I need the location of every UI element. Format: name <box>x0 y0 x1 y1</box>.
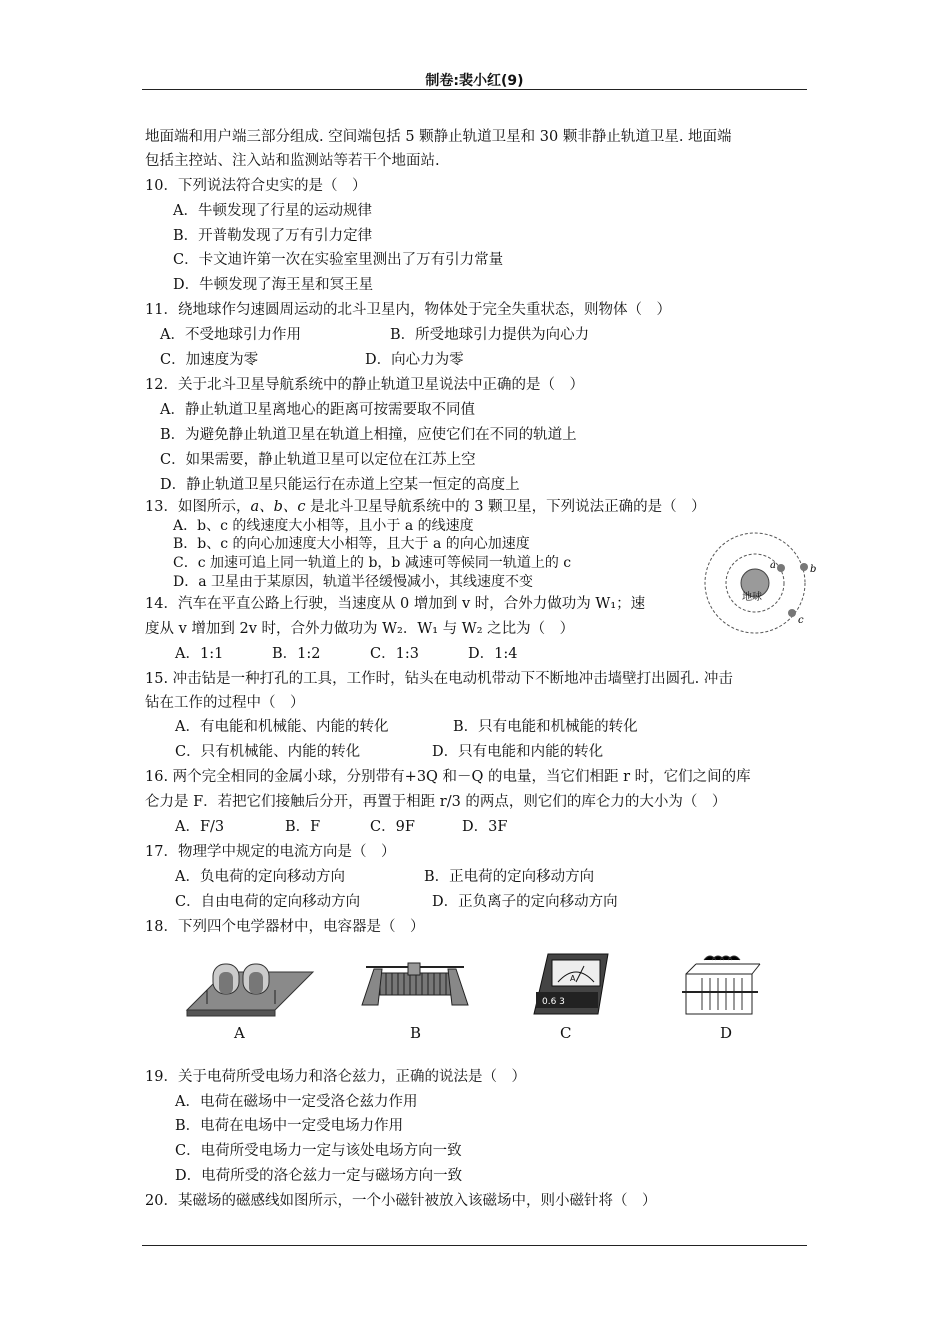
q14-line-1: 14．汽车在平直公路上行驶，当速度从 0 增加到 v 时，合外力做功为 W₁；速 <box>145 596 646 612</box>
q12-option-a: A．静止轨道卫星离地心的距离可按需要取不同值 <box>160 402 475 418</box>
satellite-c-icon <box>788 609 796 617</box>
q17-option-b: B．正电荷的定向移动方向 <box>424 869 595 885</box>
q17-stem: 17．物理学中规定的电流方向是（ ） <box>145 844 396 860</box>
q13-option-d: D．a 卫星由于某原因，轨道半径缓慢减小，其线速度不变 <box>173 574 534 590</box>
q17-option-c: C．自由电荷的定向移动方向 <box>175 894 361 910</box>
satellite-a-icon <box>777 564 785 572</box>
q13-stem-part2: 是北斗卫星导航系统中的 3 颗卫星，下列说法正确的是（ ） <box>305 499 706 515</box>
q16-option-d: D．3F <box>462 819 508 835</box>
satellite-a-label: a <box>770 560 776 571</box>
device-a-capacitor-image <box>185 950 315 1020</box>
q14-option-b: B．1:2 <box>272 646 321 662</box>
q15-option-b: B．只有电能和机械能的转化 <box>453 719 638 735</box>
device-b-rheostat-image <box>360 957 470 1015</box>
satellite-b-icon <box>800 563 808 571</box>
earth-label: 地球 <box>742 592 762 603</box>
q19-option-c: C．电荷所受电场力一定与该处电场方向一致 <box>175 1143 462 1159</box>
q18-stem: 18．下列四个电学器材中，电容器是（ ） <box>145 919 425 935</box>
q16-line-2: 仑力是 F．若把它们接触后分开，再置于相距 r/3 的两点，则它们的库仑力的大小为（ ） <box>145 794 727 810</box>
footer-rule <box>142 1245 807 1246</box>
device-d-variable-capacitor-image <box>680 952 762 1020</box>
q13-stem <box>145 498 706 516</box>
q13-option-b: B．b、c 的向心加速度大小相等，且大于 a 的向心加速度 <box>173 536 530 552</box>
q15-option-d: D．只有电能和内能的转化 <box>432 744 604 760</box>
q13-option-a: A．b、c 的线速度大小相等，且小于 a 的线速度 <box>173 518 474 534</box>
satellite-b-label: b <box>810 564 817 575</box>
intro-line-2: 包括主控站、注入站和监测站等若干个地面站. <box>145 153 440 169</box>
q13-option-c: C．c 加速可追上同一轨道上的 b，b 减速可等候同一轨道上的 c <box>173 555 572 571</box>
q15-line-1: 15. 冲击钻是一种打孔的工具，工作时，钻头在电动机带动下不断地冲击墙壁打出圆孔. 冲击 <box>145 671 733 687</box>
caption-c: C <box>560 1024 572 1042</box>
q11-option-c: C．加速度为零 <box>160 352 259 368</box>
q19-stem: 19．关于电荷所受电场力和洛仑兹力，正确的说法是（ ） <box>145 1069 526 1085</box>
caption-b: B <box>410 1024 422 1042</box>
q14-option-a: A．1:1 <box>175 646 224 662</box>
page-header: 制卷:裴小红(9) <box>425 73 524 89</box>
q15-option-c: C．只有机械能、内能的转化 <box>175 744 361 760</box>
intro-line-1: 地面端和用户端三部分组成. 空间端包括 5 颗静止轨道卫星和 30 颗非静止轨道卫星. 地面端 <box>145 129 732 145</box>
header-rule <box>142 89 807 90</box>
q19-option-a: A．电荷在磁场中一定受洛仑兹力作用 <box>175 1094 418 1110</box>
q15-line-2: 钻在工作的过程中（ ） <box>145 695 305 711</box>
q15-option-a: A．有电能和机械能、内能的转化 <box>175 719 389 735</box>
q13-stem-sats: a、b、c <box>250 499 306 515</box>
q11-option-a: A．不受地球引力作用 <box>160 327 301 343</box>
svg-text:A: A <box>570 974 576 983</box>
q11-option-b: B．所受地球引力提供为向心力 <box>390 327 590 343</box>
q11-stem: 11．绕地球作匀速圆周运动的北斗卫星内，物体处于完全失重状态，则物体（ ） <box>145 302 671 318</box>
q10-option-d: D．牛顿发现了海王星和冥王星 <box>173 277 374 293</box>
satellite-orbit-figure <box>700 528 825 643</box>
q10-stem: 10．下列说法符合史实的是（ ） <box>145 178 367 194</box>
q12-stem: 12．关于北斗卫星导航系统中的静止轨道卫星说法中正确的是（ ） <box>145 377 584 393</box>
q12-option-d: D．静止轨道卫星只能运行在赤道上空某一恒定的高度上 <box>160 477 520 493</box>
q11-option-d: D．向心力为零 <box>365 352 464 368</box>
q16-line-1: 16. 两个完全相同的金属小球，分别带有+3Q 和－Q 的电量，当它们相距 r 时，它们之间的库 <box>145 769 751 785</box>
q14-option-d: D．1:4 <box>468 646 518 662</box>
q14-line-2: 度从 v 增加到 2v 时，合外力做功为 W₂．W₁ 与 W₂ 之比为（ ） <box>145 621 575 637</box>
q10-option-a: A．牛顿发现了行星的运动规律 <box>173 203 372 219</box>
q10-option-b: B．开普勒发现了万有引力定律 <box>173 228 373 244</box>
meter-terminal-labels: 0.6 3 <box>542 997 565 1007</box>
q19-option-b: B．电荷在电场中一定受电场力作用 <box>175 1118 404 1134</box>
q17-option-d: D．正负离子的定向移动方向 <box>432 894 618 910</box>
q13-stem-part1: 13．如图所示， <box>145 499 251 515</box>
q10-option-c: C．卡文迪许第一次在实验室里测出了万有引力常量 <box>173 252 504 268</box>
q16-option-b: B．F <box>285 819 321 835</box>
satellite-c-label: c <box>798 615 804 626</box>
caption-a: A <box>234 1024 245 1042</box>
q17-option-a: A．负电荷的定向移动方向 <box>175 869 345 885</box>
device-c-ammeter-image <box>528 948 610 1018</box>
caption-d: D <box>720 1024 733 1042</box>
q19-option-d: D．电荷所受的洛仑兹力一定与磁场方向一致 <box>175 1168 463 1184</box>
q14-option-c: C．1:3 <box>370 646 419 662</box>
q12-option-c: C．如果需要，静止轨道卫星可以定位在江苏上空 <box>160 452 476 468</box>
q16-option-a: A．F/3 <box>175 819 225 835</box>
q12-option-b: B．为避免静止轨道卫星在轨道上相撞，应使它们在不同的轨道上 <box>160 427 577 443</box>
q20-stem: 20．某磁场的磁感线如图所示，一个小磁针被放入该磁场中，则小磁针将（ ） <box>145 1193 657 1209</box>
q16-option-c: C．9F <box>370 819 415 835</box>
